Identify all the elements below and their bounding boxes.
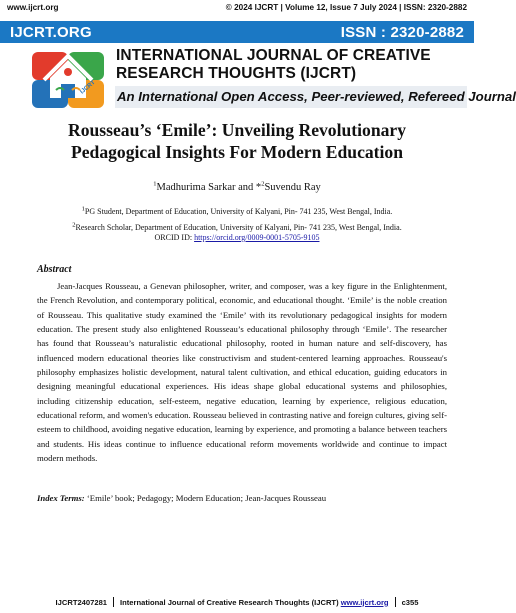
- affiliation-2: [20, 222, 454, 233]
- affiliation-1-text: PG Student, Department of Education, University of Kalyani, Pin- 741 235, West Bengal, India.: [84, 207, 393, 216]
- author2-superscript: 2: [261, 180, 265, 188]
- journal-tagline: An International Open Access, Peer-reviewed, Refereed Journal: [115, 86, 467, 108]
- orcid-link[interactable]: https://orcid.org/0009-0001-5705-9105: [194, 233, 320, 242]
- footer-paper-id: IJCRT2407281: [55, 597, 108, 607]
- author2-name: Suvendu Ray: [264, 182, 321, 193]
- affiliation-1: [20, 206, 454, 217]
- svg-text:IJCRT: IJCRT: [79, 79, 97, 96]
- top-header-bar: [0, 0, 474, 15]
- footer-site-link[interactable]: www.ijcrt.org: [340, 597, 389, 607]
- paper-title: [20, 119, 454, 163]
- index-terms: [37, 493, 447, 503]
- ijcrt-logo-icon: [30, 50, 106, 110]
- author1-superscript: 1: [153, 180, 157, 188]
- footer-divider: [395, 597, 396, 607]
- website-text: www.ijcrt.org: [7, 3, 59, 12]
- abstract-body: Jean-Jacques Rousseau, a Genevan philosopher, writer, and composer, was a key figure in the Enlightenment, the French Revolution, and contemporary political, economic, and educational thought. ‘Emile’ is the noble creation of Rousseau. This qualitative study examined the ‘Emile’ with its revolutionary pedagogical insights for modern education. The present study also enlightened Rousseau’s educational philosophy through ‘Emile’. The researcher has found that Rousseau’s naturalistic educational philosophy, rooted in human nature and self-discovery, has influenced modern educational theories like constructivism and student-centered learning approaches. Rousseau's philosophy emphasizes holistic development, natural talent cultivation, and ethical education, guiding educators in designing meaningful educational experiences. His ideas shape global educational systems and philosophies, including citizenship education, self-esteem, negative education, learning by experience, religious education, educational reform, and women's education. Rousseau believed in contrasting native and foreign cultures, giving self-esteem to childhood, avoiding negative education, learning by experience, and promoting a balance between teachers and students. His ideas continue to influence educational reform movements worldwide and continue to impact modern methods.: [37, 281, 447, 464]
- journal-band: [0, 21, 474, 43]
- affiliation-2-text: Research Scholar, Department of Education, University of Kalyani, Pin- 741 235, West Bengal, India.: [75, 223, 402, 232]
- footer-divider: [113, 597, 114, 607]
- abstract-heading: Abstract: [37, 264, 72, 275]
- footer-journal-name: International Journal of Creative Research Thoughts (IJCRT): [120, 597, 339, 607]
- band-site-label: IJCRT.ORG: [10, 23, 92, 41]
- author1-name: Madhurima Sarkar and *: [156, 182, 262, 193]
- journal-name-line2: RESEARCH THOUGHTS (IJCRT): [116, 65, 357, 82]
- footer-page-number: c355: [401, 597, 419, 607]
- affiliation-2-superscript: 2: [72, 221, 76, 229]
- paper-title-line1: Rousseau’s ‘Emile’: Unveiling Revolutionary: [67, 120, 407, 140]
- journal-masthead: [0, 44, 516, 112]
- orcid-line: [20, 233, 454, 242]
- page-footer: [0, 596, 474, 608]
- author-list: [20, 182, 454, 193]
- volume-issue-text: © 2024 IJCRT | Volume 12, Issue 7 July 2024 | ISSN: 2320-2882: [225, 3, 467, 12]
- journal-name: [116, 47, 468, 83]
- band-issn-label: ISSN : 2320-2882: [340, 23, 464, 41]
- orcid-label: ORCID ID:: [154, 233, 195, 242]
- index-terms-label: Index Terms:: [37, 493, 85, 503]
- index-terms-text: ‘Emile’ book; Pedagogy; Modern Education; Jean-Jacques Rousseau: [84, 493, 327, 503]
- journal-name-line1: INTERNATIONAL JOURNAL OF CREATIVE: [116, 47, 431, 64]
- affiliation-1-superscript: 1: [81, 205, 85, 213]
- paper-title-line2: Pedagogical Insights For Modern Education: [70, 142, 404, 162]
